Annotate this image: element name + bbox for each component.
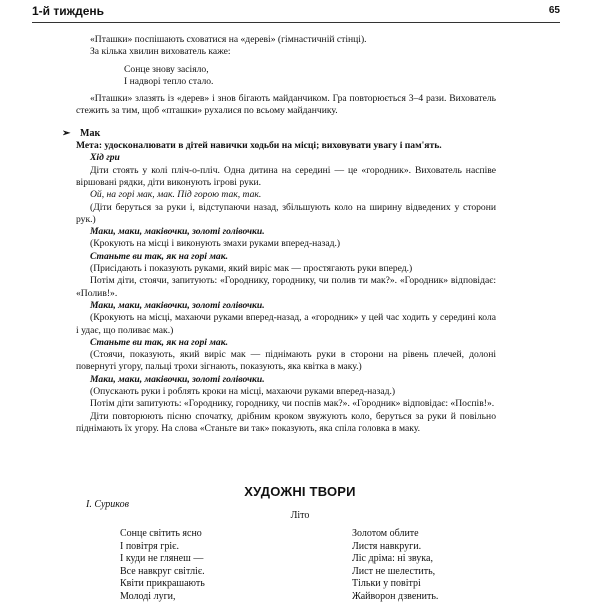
intro-poem [76, 64, 496, 89]
poem-line: Лист не шелестить, [352, 565, 436, 577]
running-header [32, 2, 560, 23]
game-paragraph-6: (Крокують на місці, махаючи руками вперед-назад, а «городник» у цей час ходить у середині кола і удає, що поливає мак.) [76, 312, 496, 336]
poem-line: Все навкруг світліє. [120, 565, 205, 577]
poem-line: Молоді луги, [120, 590, 176, 602]
poem-column-right [352, 528, 438, 604]
game-paragraph-1: Діти стоять у колі пліч-о-пліч. Одна дитина на середині — це «городник». Вихователь наспіве віршовані рядки, діти виконують ігрові руки. [76, 164, 496, 188]
game-verse-1: Ой, на горі мак, мак. Під горою так, так. [90, 189, 262, 201]
poem-line: І повітря гріє. [120, 540, 179, 552]
game-paragraph-10: Діти повторюють пісню спочатку, дрібним кроком звужують коло, беруться за руки й повільно піднімають їх угору. На слова «Станьте ви так» показують, яка спіла головка в маку. [76, 410, 496, 434]
poem-line: Сонце світить ясно [120, 528, 202, 539]
game-paragraph-7: (Стоячи, показують, який виріс мак — піднімають руки в сторони на рівень плечей, долоні повернуті угору, пальці трохи зігнають, показують, яка квітка в маку.) [76, 349, 496, 373]
intro-line-2: За кілька хвилин вихователь каже: [90, 46, 231, 58]
poem-line: Ліс дріма: ні звука, [352, 553, 433, 565]
game-goal [76, 140, 496, 152]
game-paragraph-4: (Присідають і показують руками, який виріс мак — простягають руки вперед.) [90, 263, 413, 275]
main-text [62, 34, 496, 435]
game-heading [62, 127, 496, 140]
game-verse-4: Маки, маки, маківочки, золоті голівочки. [90, 299, 265, 311]
section-title: 1-й тиждень [32, 4, 105, 18]
poem-line: Квіти прикрашають [120, 578, 205, 590]
poem-author: І. Суриков [86, 499, 129, 510]
game-paragraph-3: (Крокують на місці і виконують змахи руками вперед-назад.) [90, 238, 341, 250]
game-verse-5: Станьте ви так, як на горі мак. [90, 336, 228, 348]
intro-line-3: «Пташки» злазять із «дерев» і знов бігають майданчиком. Гра повторюється 3–4 рази. Вихователь стежить за тим, щоб «пташки» рухалися по всьому майданчику. [76, 93, 496, 117]
process-title: Хід гри [90, 152, 120, 164]
poem-title: Літо [290, 510, 310, 521]
game-title: Мак [80, 127, 101, 139]
poem-line: Золотом облите [352, 528, 419, 539]
game-paragraph-2: (Діти беруться за руки і, відступаючи назад, збільшують коло на ширину відведених у сторони рук.) [76, 201, 496, 225]
goal-text: удосконалювати в дітей навички ходьби на місці; виховувати увагу і пам'ять. [102, 140, 442, 152]
game-verse-2: Маки, маки, маківочки, золоті голівочки. [90, 226, 265, 238]
poem-column-left [120, 528, 205, 604]
poem-line: Тільки у повітрі [352, 578, 421, 590]
spacer [76, 118, 496, 128]
intro-poem-line-2: І надворі тепло стало. [124, 75, 214, 87]
poem-line: Жайворон дзвенить. [352, 590, 439, 602]
game-paragraph-5: Потім діти, стоячи, запитують: «Городнику, городнику, чи полив ти мак?». «Городник» відповідає: «Полив!». [76, 275, 496, 299]
art-section-title: ХУДОЖНІ ТВОРИ [244, 484, 356, 499]
page-number: 65 [548, 5, 560, 16]
intro-line-1: «Пташки» поспішають сховатися на «дереві» (гімнастичній стінці). [90, 34, 367, 45]
game-verse-3: Станьте ви так, як на горі мак. [90, 250, 228, 262]
intro-poem-line-1: Сонце знову засіяло, [124, 63, 209, 75]
game-paragraph-8: (Опускають руки і роблять кроки на місці, махаючи руками вперед-назад.) [90, 386, 396, 398]
poem-line: Листя навкруги. [352, 540, 422, 552]
game-verse-6: Маки, маки, маківочки, золоті голівочки. [90, 373, 265, 385]
poem-line: І куди не глянеш — [120, 553, 204, 565]
goal-label: Мета: [76, 140, 103, 152]
game-paragraph-9: Потім діти запитують: «Городнику, городнику, чи поспів мак?». «Городник» відповідає: «Поспів!». [90, 398, 495, 410]
arrow-bullet-icon: ➢ [62, 127, 71, 139]
